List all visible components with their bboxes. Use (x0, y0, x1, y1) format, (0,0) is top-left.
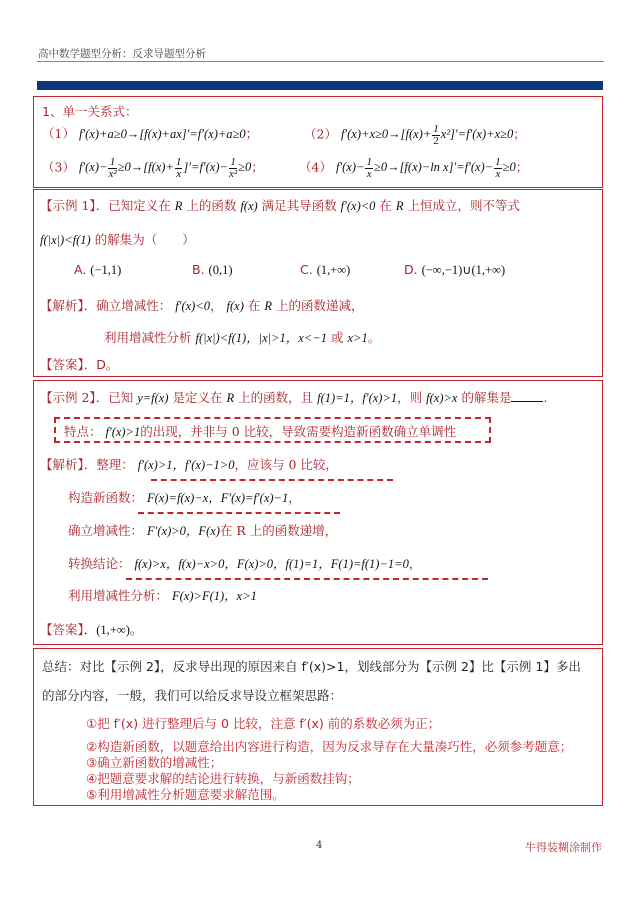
summary-step-2: ②构造新函数，以题意给出内容进行构造，因为反求导存在大量凑巧性，必须参考题意； (86, 739, 573, 754)
item-formula: f′(x)+a≥0→[f(x)+ax]′=f′(x)+a≥0 (78, 127, 246, 141)
header-rule (37, 61, 604, 62)
header-title: 高中数学题型分析：反求导题型分析 (38, 48, 206, 60)
example2-feature: 特点： f′(x)>1的出现，并非与 0 比较，导致需要构造新函数确立单调性 (64, 424, 457, 439)
analysis-tag: 【解析】 (40, 298, 84, 313)
item-formula: f′(x)− $\frac{1}{\text{x²}}$ ≥0→[f(x)+ $\frac{1}{x}$ ]′=f′(x)− $\frac{1}{\text{x²}}$ ≥0 (78, 156, 252, 180)
page-number: 4 (316, 840, 323, 851)
answer-tag: 【答案】 (40, 622, 84, 637)
example2-step-4: 转换结论： f(x)>x，f(x)−x>0，F(x)>0，f(1)=1，F(1)=f(1)−1=0， (68, 556, 422, 571)
item-label: （1） (42, 126, 75, 141)
example1-box (33, 189, 603, 377)
summary-step-4: ④把题意要求解的结论进行转换，与新函数挂钩； (86, 771, 360, 786)
example2-question: 【示例 2】．已知 y=f(x) 是定义在 R 上的函数，且 f(1)=1，f′(x)>1，则 f(x)>x 的解集是 . (40, 390, 548, 405)
example1-question-line2: f(|x|)<f(1) 的解集为（ ） (40, 232, 195, 247)
example2-tag: 【示例 2】 (40, 390, 96, 405)
footer-brand: 牛得装糊涂制作 (525, 841, 602, 854)
summary-step-3: ③确立新函数的增减性； (86, 755, 223, 770)
step1-dashed-underline (151, 479, 393, 481)
summary-box (33, 648, 603, 806)
item-label: （2） (304, 126, 337, 142)
step4-dashed-underline (126, 578, 488, 580)
section1-title: 1、单一关系式： (42, 104, 138, 119)
summary-line1: 总结：对比【示例 2】，反求导出现的原因来自 f′(x)>1，划线部分为【示例 2】比【示例 1】多出 (42, 659, 581, 674)
section1-item-3: （3） f′(x)− $\frac{1}{\text{x²}}$ ≥0→[f(x)+ $\frac{1}{x}$ ]′=f′(x)− $\frac{1}{\text{x²}}$ ≥0； (42, 156, 264, 180)
item-label: （4） (299, 159, 332, 175)
section1-item-1: （1） f′(x)+a≥0→[f(x)+ax]′=f′(x)+a≥0； (42, 126, 259, 141)
option-a: A. (−1,1) (74, 262, 122, 277)
example1-analysis-line2: 利用增减性分析 f(|x|)<f(1)，|x|>1，x<−1 或 x>1。 (104, 330, 381, 345)
example1-question-line1: 【示例 1】．已知定义在 R 上的函数 f(x) 满足其导函数 f′(x)<0 在 R 上恒成立，则不等式 (40, 198, 521, 213)
item-label: （3） (42, 159, 75, 175)
analysis-tag: 【解析】 (40, 457, 84, 472)
example2-step-2: 构造新函数： F(x)=f(x)−x，F′(x)=f′(x)−1， (68, 490, 301, 505)
option-d: D. (−∞,−1)∪(1,+∞) (404, 262, 506, 277)
section1-item-2: （2） f′(x)+x≥0→[f(x)+ $\frac{1}{2}$ x²]′=f′(x)+x≥0； (304, 123, 526, 147)
example1-analysis-line1: 【解析】．确立增减性： f′(x)<0， f(x) 在 R 上的函数递减， (40, 298, 364, 313)
step2-dashed-underline (138, 512, 340, 514)
summary-step-1: ①把 f′(x) 进行整理后与 0 比较，注意 f′(x) 前的系数必须为正； (86, 716, 441, 731)
example2-step-5: 利用增减性分析： F(x)>F(1)，x>1 (68, 588, 257, 603)
example2-step-1: 【解析】．整理： f′(x)>1，f′(x)−1>0，应该与 0 比较， (40, 457, 338, 472)
example1-answer: 【答案】．D。 (40, 357, 119, 372)
header-blue-bar (37, 81, 603, 90)
example1-tag: 【示例 1】 (40, 198, 96, 213)
example2-answer: 【答案】．(1,+∞)。 (40, 622, 143, 637)
option-b: B. (0,1) (192, 262, 233, 277)
answer-blank (511, 391, 543, 402)
section1-item-4: （4） f′(x)− $\frac{1}{x}$ ≥0→[f(x)−ln x]′=f′(x)− $\frac{1}{x}$ ≥0； (299, 156, 529, 180)
section1-box (33, 96, 603, 188)
option-c: C. (1,+∞) (300, 262, 351, 277)
example2-box (33, 380, 603, 645)
summary-step-5: ⑤利用增减性分析题意要求解范围。 (86, 787, 285, 802)
answer-tag: 【答案】 (40, 357, 84, 372)
summary-line2: 的部分内容，一般，我们可以给反求导设立框架思路： (42, 688, 343, 703)
example2-step-3: 确立增减性： F′(x)>0，F(x)在 R 上的函数递增， (68, 523, 338, 538)
item-formula: f′(x)− $\frac{1}{x}$ ≥0→[f(x)−ln x]′=f′(x)− $\frac{1}{x}$ ≥0 (335, 156, 516, 180)
item-formula: f′(x)+x≥0→[f(x)+ $\frac{1}{2}$ x²]′=f′(x)+x≥0 (340, 123, 514, 147)
